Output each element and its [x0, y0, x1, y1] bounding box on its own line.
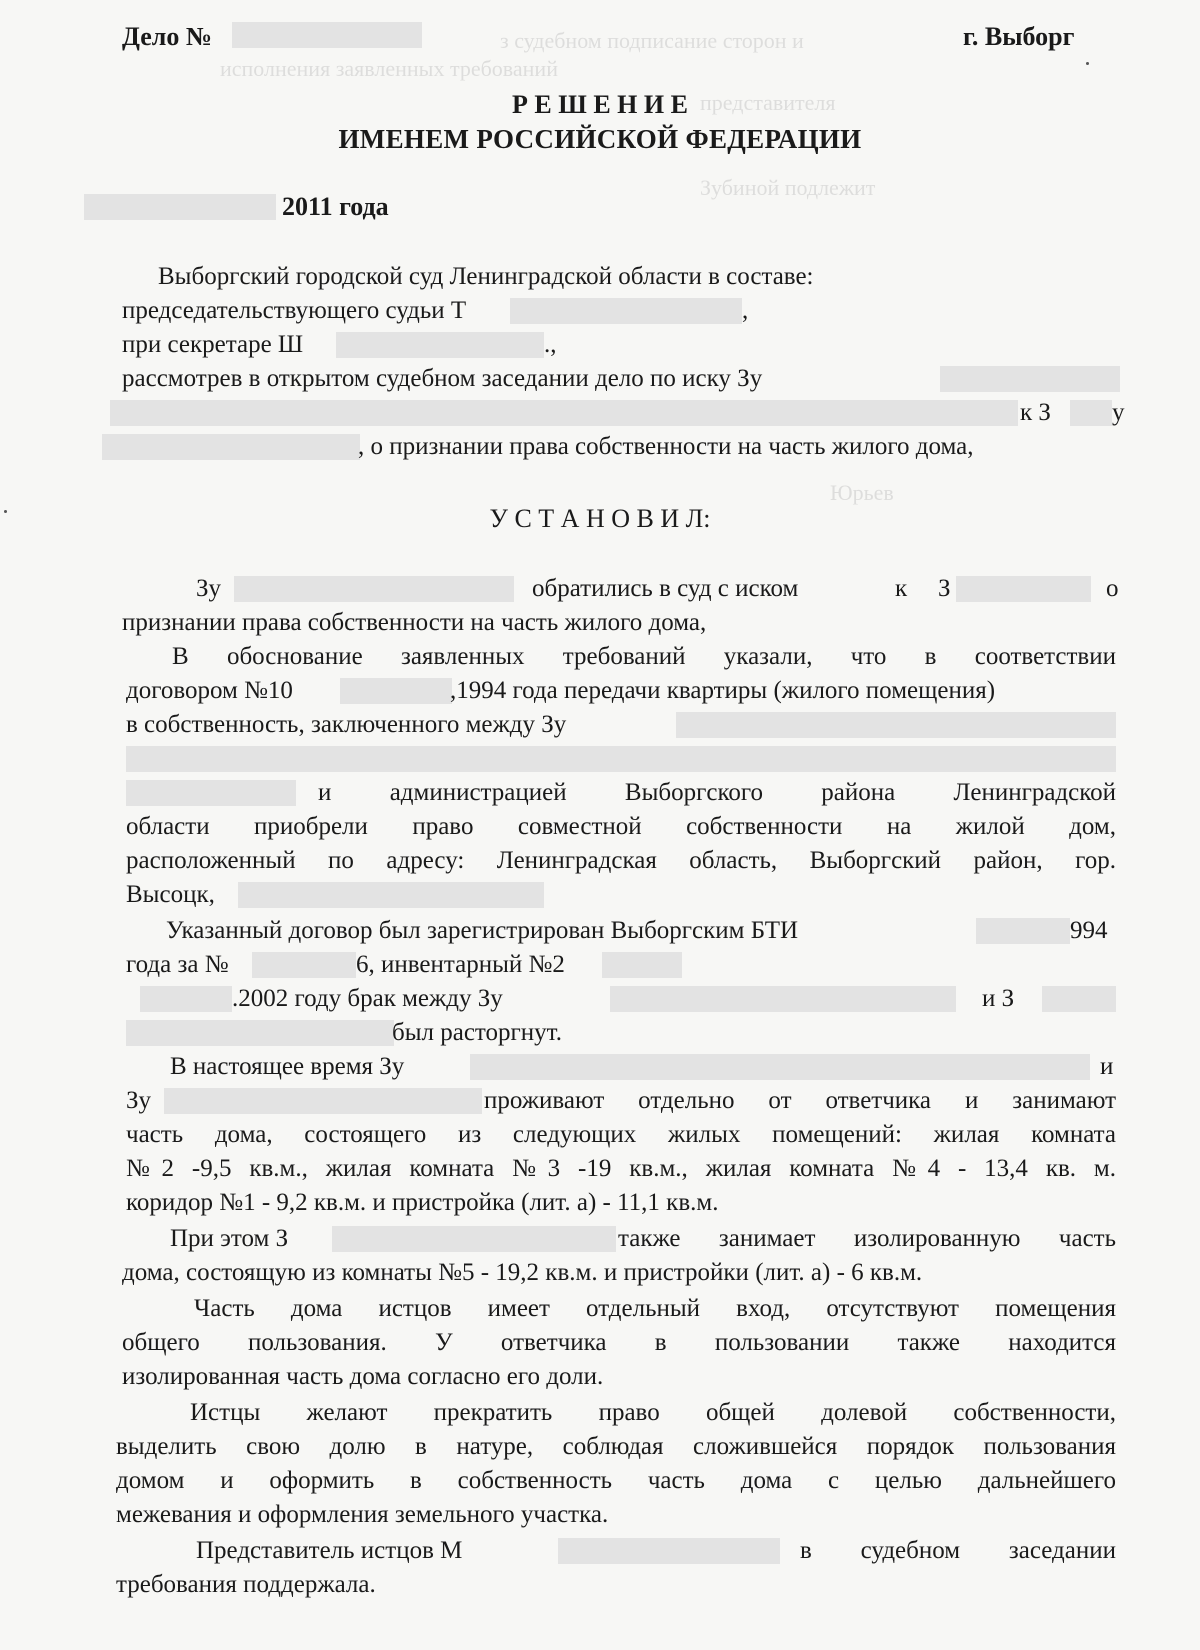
against-defendant: к З	[1020, 399, 1051, 426]
paragraph-line: общего пользования. У ответчика в пользовании также находится	[122, 1329, 1116, 1356]
paragraph-line: ,1994 года передачи квартиры (жилого помещения)	[450, 677, 996, 704]
redaction-secretary	[336, 332, 544, 358]
paragraph-line: также занимает изолированную часть	[618, 1225, 1116, 1252]
paragraph-line: межевания и оформления земельного участка.	[116, 1501, 609, 1528]
city-label: г. Выборг	[963, 22, 1075, 51]
text-fragment: З	[938, 575, 951, 602]
redaction-spouse-name	[126, 1020, 394, 1046]
text-fragment: к	[895, 575, 908, 602]
document-title: Р Е Ш Е Н И Е	[512, 90, 688, 119]
paragraph-line: В настоящее время Зу	[170, 1053, 405, 1080]
paragraph-line: области приобрели право совместной собственности на жилой дом,	[126, 813, 1116, 840]
redaction-plaintiff	[164, 1088, 482, 1114]
redaction-inventory	[602, 952, 682, 978]
paragraph-line: выделить свою долю в натуре, соблюдая сложившейся порядок пользования	[116, 1433, 1116, 1460]
redaction-plaintiffs	[234, 576, 514, 602]
redaction-date	[84, 194, 276, 220]
text-fragment: и	[1100, 1053, 1114, 1080]
bleed-through-text: представителя	[700, 90, 836, 115]
paragraph-line: часть дома, состоящего из следующих жилых помещений: жилая комната	[126, 1121, 1116, 1148]
paragraph-line: в собственность, заключенного между Зу	[126, 711, 567, 738]
paragraph-line: в судебном заседании	[800, 1537, 1116, 1564]
paragraph-line: Представитель истцов М	[196, 1537, 463, 1564]
redaction-address	[238, 882, 544, 908]
text-fragment: 994	[1070, 917, 1108, 944]
case-number-label: Дело №	[122, 22, 212, 51]
redaction-plaintiff	[940, 366, 1120, 392]
redaction-plaintiffs-line	[110, 400, 1018, 426]
redaction-parties-line	[126, 746, 1116, 772]
section-title: У С Т А Н О В И Л:	[489, 504, 711, 533]
paragraph-line: Часть дома истцов имеет отдельный вход, отсутствуют помещения	[194, 1295, 1116, 1322]
room-list: №2 -9,5 кв.м., жилая комната №3 -19 кв.м., жилая комната №4 - 13,4 кв. м.	[126, 1155, 1116, 1182]
bleed-through-text: исполнения заявленных требований	[220, 56, 558, 81]
paragraph-line: признании права собственности на часть жилого дома,	[122, 609, 707, 636]
redaction-spouse	[610, 986, 956, 1012]
property-city: Высоцк,	[126, 881, 215, 908]
redaction-defendant	[332, 1226, 616, 1252]
punctuation: ,	[742, 297, 749, 324]
redaction-case-number	[232, 22, 422, 48]
text-fragment: обратились в суд с иском	[532, 575, 799, 602]
paragraph-line: При этом З	[170, 1225, 289, 1252]
redaction-defendant	[1070, 400, 1112, 426]
room-list: дома, состоящую из комнаты №5 - 19,2 кв.м. и пристройки (лит. а) - 6 кв.м.	[122, 1259, 923, 1286]
contract-number: договором №10	[126, 677, 293, 704]
paragraph-line: Истцы желают прекратить право общей долевой собственности,	[190, 1399, 1116, 1426]
redaction-registration	[252, 952, 356, 978]
redaction-party	[126, 780, 296, 806]
redaction-plaintiffs	[470, 1054, 1090, 1080]
inventory-number: 6, инвентарный №2	[356, 951, 565, 978]
text-fragment: и З	[982, 985, 1015, 1012]
registration-number: года за №	[126, 951, 229, 978]
paragraph-line: .2002 году брак между Зу	[232, 985, 503, 1012]
room-list: коридор №1 - 9,2 кв.м. и пристройка (лит. а) - 11,1 кв.м.	[126, 1189, 719, 1216]
punctuation: .,	[544, 331, 557, 358]
decision-year: 2011 года	[282, 192, 389, 221]
paragraph-line: изолированная часть дома согласно его доли.	[122, 1363, 604, 1390]
redaction-defendant	[956, 576, 1091, 602]
redaction-contract	[340, 678, 452, 704]
scan-speck	[4, 510, 7, 513]
text-fragment: Зу	[196, 575, 222, 602]
bleed-through-text: з судебном подписание сторон и	[500, 28, 804, 53]
redaction-spouse	[1042, 986, 1116, 1012]
secretary: при секретаре Ш	[122, 331, 304, 358]
paragraph-line: был расторгнут.	[392, 1019, 562, 1046]
redaction-defendant-name	[102, 434, 360, 460]
scan-speck	[1086, 62, 1089, 65]
document-subtitle: ИМЕНЕМ РОССИЙСКОЙ ФЕДЕРАЦИИ	[338, 124, 862, 154]
text-fragment: Зу	[126, 1087, 152, 1114]
redaction-parties	[676, 712, 1116, 738]
paragraph-line: и администрацией Выборгского района Ленинградской	[318, 779, 1116, 806]
redaction-representative	[558, 1538, 780, 1564]
property-address: расположенный по адресу: Ленинградская область, Выборгский район, гор.	[126, 847, 1116, 874]
redaction-judge	[510, 298, 742, 324]
presiding-judge: председательствующего судьи Т	[122, 297, 467, 324]
bleed-through-text: Юрьев	[830, 480, 894, 505]
text-fragment: о	[1106, 575, 1119, 602]
paragraph-line: Указанный договор был зарегистрирован Выборгским БТИ	[166, 917, 799, 944]
paragraph-line: требования поддержала.	[116, 1571, 376, 1598]
claim-subject: , о признании права собственности на часть жилого дома,	[358, 433, 974, 460]
paragraph-line: В обоснование заявленных требований указали, что в соответствии	[172, 643, 1116, 670]
court-composition: Выборгский городской суд Ленинградской области в составе:	[158, 263, 814, 290]
text-fragment: у	[1112, 399, 1125, 426]
case-consideration: рассмотрев в открытом судебном заседании дело по иску Зу	[122, 365, 763, 392]
redaction-date	[976, 918, 1070, 944]
paragraph-line: проживают отдельно от ответчика и занимают	[484, 1087, 1116, 1114]
paragraph-line: домом и оформить в собственность часть дома с целью дальнейшего	[116, 1467, 1116, 1494]
bleed-through-text: Зубиной подлежит	[700, 175, 876, 200]
redaction-date	[140, 986, 232, 1012]
